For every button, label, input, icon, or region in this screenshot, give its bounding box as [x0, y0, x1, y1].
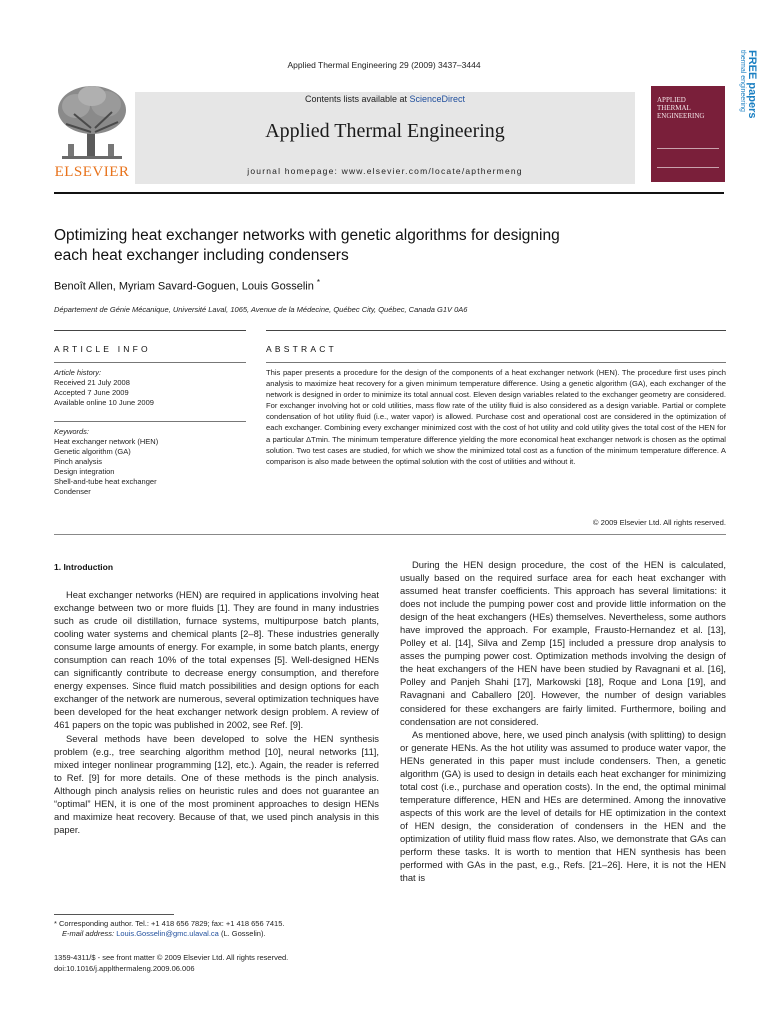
keyword-item: Shell-and-tube heat exchanger: [54, 477, 157, 486]
info-divider: [54, 362, 246, 363]
footnote-line: [54, 919, 384, 929]
email-label: E-mail address:: [62, 929, 117, 938]
history-label: Article history:: [54, 368, 102, 377]
footnote-mark: *: [54, 919, 57, 928]
keywords: [54, 427, 244, 497]
keyword-item: Condenser: [54, 487, 91, 496]
header-divider: [54, 192, 724, 194]
body-column-right: [400, 558, 726, 884]
footnote-line: [54, 929, 384, 939]
body-paragraph: Heat exchanger networks (HEN) are required in applications involving heat exchange between two or more fluids [1]. They are found in many industries such as crude oil distillation, furnace systems, multipurpose batch plants, cooling water systems and chemical plants [2–8]. These industries generally consume large amounts of energy. For example, in some batch plants, energy consumption can reach 10% of the total expenses [5]. Well-designed HENs can significantly contribute to decrease energy consumption, and therefore energy expenses. Since fluid match possibilities and design options for each exchanger of the network are numerous, several optimization techniques have been developed for the heat exchanger network design problem. A review of 461 papers on the topic was published in 2002, see Ref. [9].: [54, 589, 379, 731]
elsevier-logo[interactable]: [50, 84, 134, 184]
footnote-divider: [54, 914, 174, 915]
contents-prefix: Contents lists available at: [304, 94, 410, 104]
body-paragraph: During the HEN design procedure, the cost of the HEN is calculated, usually based on the required surface area for each heat exchanger with assumed heat transfer coefficients. This approach has several limitations: it does not include the pumping power cost and provide little information on the design of the heat exchangers (HEs) themselves. Nevertheless, some authors have improved the approach. For example, Frausto-Hernandez et al. [13], Polley et al. [14], Silva and Zemp [15] included a pressure drop analysis to asses the pumping power cost. Optimization methods involving the design of the heat exchangers of the HEN have been studied by Ravagnani et al. [16], Polley and Panjeh Shahi [17], Markowski [18], Roque and Lona [19], and Ravagnani and Caballero [20]. However, the number of design variables considered for these exchangers are fairly limited. Furthermore, boiling and condensation are not considered.: [400, 559, 726, 727]
cover-title-line: THERMAL: [657, 104, 691, 112]
authors-text: Benoît Allen, Myriam Savard-Goguen, Louis Gosselin: [54, 280, 314, 293]
introduction-heading: 1. Introduction: [54, 562, 114, 572]
keyword-item: Pinch analysis: [54, 457, 102, 466]
journal-homepage[interactable]: journal homepage: www.elsevier.com/locate/apthermeng: [247, 166, 523, 176]
history-item: Available online 10 June 2009: [54, 398, 154, 407]
abstract-text: This paper presents a procedure for the design of the components of a heat exchanger network (HEN). The procedure first uses pinch analysis to maximize heat recovery for a given minimum temperature difference. Using a genetic algorithm (GA), each exchanger of the network is designed in order to minimize its total annual cost. Eleven design variables related to the exchanger geometry are considered. For exchanger involving hot or cold utilities, mass flow rate of the utility fluid is also considered as a design variable. Partial or complete condensation of hot utility fluid (i.e., water vapor) is allowed. Purchase cost and operational cost are considered in the optimization of each exchanger. Combining every exchanger minimized cost with the cost of hot utility and cold utility gives the total cost of the HEN for a particular ΔTmin. The minimum temperature difference yielding the more economical heat exchanger network is chosen as the optimal solution. Two test cases are studied, for which we show the minimized total cost as a function of the minimum temperature difference. A comparison is also made between the optimal solution with the cost of utilities and without it.: [266, 368, 726, 466]
keyword-item: Genetic algorithm (GA): [54, 447, 131, 456]
journal-cover-thumbnail[interactable]: [651, 86, 725, 182]
promo-label: FREE papers: [746, 50, 758, 119]
sciencedirect-link[interactable]: ScienceDirect: [409, 94, 466, 104]
abstract-heading: ABSTRACT: [266, 344, 337, 354]
journal-banner: [135, 92, 635, 184]
body-paragraph: As mentioned above, here, we used pinch analysis (with splitting) to design or generate HENs. As the hot utility was assumed to produce water vapor, the HENs generated in this paper must include condensers. Then, a genetic algorithm (GA) is used to design in details each heat exchanger for minimizing total cost (i.e., purchase and operation costs). In the end, the optimal minimal temperature difference, HEN and HEs are determined. Among the innovative aspects of this work are the level of details for HE optimization in the context of HEN design, the consideration of condensers in the HEN and the optimization of utility fluid mass flow rates. Also, we demonstrate that GAs can perform these tasks. It is worth to mention that HEN synthesis has been performed with GAs in the past, e.g., Refs. [21–26]. Here, it is not the HEN that is: [400, 728, 726, 884]
masthead: [50, 84, 734, 184]
abstract-end-divider: [54, 534, 726, 535]
contents-line: [135, 94, 635, 104]
email-suffix: (L. Gosselin).: [218, 929, 266, 938]
footnote-contact: Corresponding author. Tel.: +1 418 656 7829; fax: +1 418 656 7415.: [59, 919, 285, 928]
body-column-left: [54, 588, 379, 836]
email-link[interactable]: Louis.Gosselin@gmc.ulaval.ca: [116, 929, 219, 938]
history-item: Accepted 7 June 2009: [54, 388, 129, 397]
info-divider: [54, 421, 246, 422]
section-divider: [266, 330, 726, 331]
elsevier-tree-icon: [54, 84, 130, 162]
cover-title-line: APPLIED: [657, 96, 686, 104]
journal-title: Applied Thermal Engineering: [265, 120, 505, 142]
keyword-item: Heat exchanger network (HEN): [54, 437, 159, 446]
keywords-label: Keywords:: [54, 427, 90, 436]
article-info-heading: ARTICLE INFO: [54, 344, 151, 354]
section-divider: [54, 330, 246, 331]
title-line: each heat exchanger including condensers: [54, 247, 349, 264]
cover-title-line: ENGINEERING: [657, 112, 705, 120]
cover-title: [657, 96, 721, 120]
free-papers-promo[interactable]: [738, 50, 758, 170]
history-item: Received 21 July 2008: [54, 378, 130, 387]
affiliation: Département de Génie Mécanique, Université Laval, 1065, Avenue de la Médecine, Québec City, Québec, Canada G1V 0A6: [54, 305, 468, 314]
keyword-item: Design integration: [54, 467, 115, 476]
article-history: [54, 368, 244, 408]
front-matter-line: 1359-4311/$ - see front matter © 2009 Elsevier Ltd. All rights reserved.: [54, 953, 289, 962]
author-list: [54, 278, 734, 293]
elsevier-wordmark: ELSEVIER: [54, 164, 130, 180]
abstract-divider: [266, 362, 726, 363]
doi-line[interactable]: doi:10.1016/j.applthermaleng.2009.06.006: [54, 964, 195, 973]
copyright-notice: © 2009 Elsevier Ltd. All rights reserved.: [592, 518, 726, 527]
corresponding-author-footnote: [54, 919, 384, 939]
journal-citation: Applied Thermal Engineering 29 (2009) 3437–3444: [287, 60, 481, 70]
body-paragraph: Several methods have been developed to solve the HEN synthesis problem (e.g., tree searching algorithm method [10], neural networks [11], mixed integer nonlinear programming [12], etc.). Again, the reader is referred to Ref. [9] for more details. One of these methods is the pinch analysis. Although pinch analysis relies on heuristic rules and does not guarantee an “optimal” HEN, it is one of the most prominent approaches to design HENs and maximize heat recovery. Because of that, we used pinch analysis in this paper.: [54, 732, 379, 835]
title-line: Optimizing heat exchanger networks with genetic algorithms for designing: [54, 227, 560, 244]
cover-decoration: [657, 148, 719, 168]
corresponding-author-mark[interactable]: *: [316, 278, 321, 287]
article-title: [54, 226, 734, 266]
promo-sublabel: thermal engineering: [739, 50, 746, 112]
